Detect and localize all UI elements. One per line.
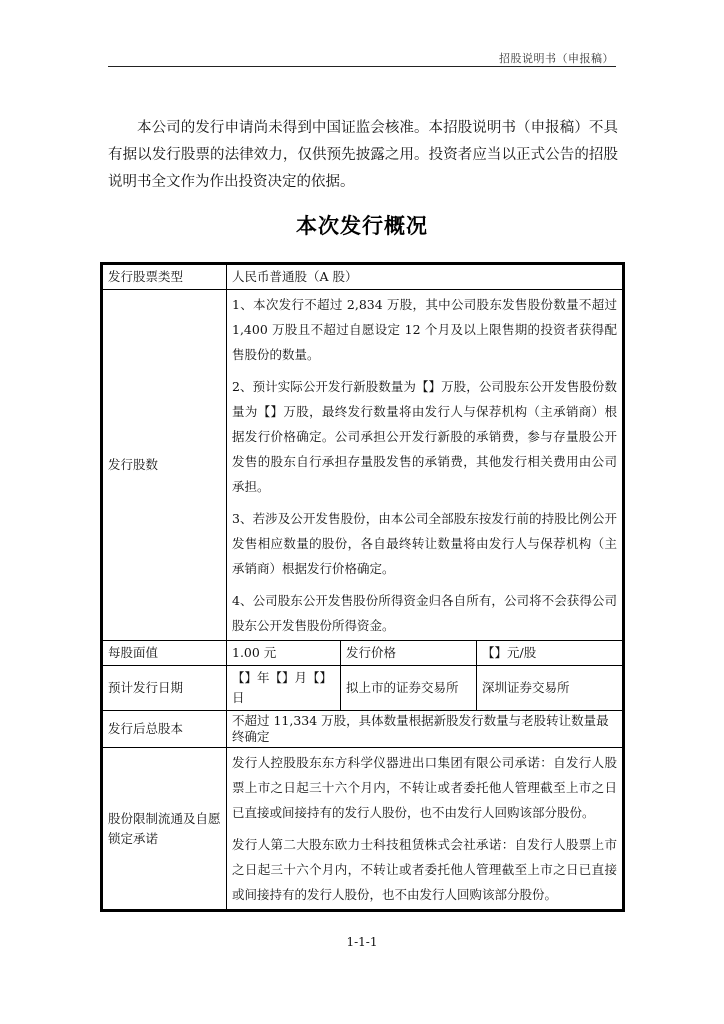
par-value-value: 1.00 元 [227, 641, 341, 666]
issue-date-label: 预计发行日期 [103, 666, 227, 711]
lockup-label: 股份限制流通及自愿锁定承诺 [103, 748, 227, 910]
table-row [103, 290, 623, 641]
page-title: 本次发行概况 [296, 214, 428, 238]
issue-price-value: 【】元/股 [477, 641, 623, 666]
lockup-paragraph: 发行人控股股东东方科学仪器进出口集团有限公司承诺：自发行人股票上市之日起三十六个月内，不转让或者委托他人管理截至上市之日已直接或间接持有的发行人股份，也不由发行人回购该部分股份。 [232, 755, 618, 820]
document-header-label: 招股说明书（申报稿） [499, 52, 614, 65]
total-capital-value: 不超过 11,334 万股，具体数量根据新股发行数量与老股转让数量最终确定 [227, 711, 623, 748]
table-row [103, 641, 623, 666]
shares-label: 发行股数 [103, 290, 227, 641]
shares-paragraph: 1、本次发行不超过 2,834 万股，其中公司股东发售股份数量不超过 1,400 万股且不超过自愿设定 12 个月及以上限售期的投资者获得配售股份的数量。 [232, 297, 618, 362]
shares-paragraph: 2、预计实际公开发行新股数量为【】万股，公司股东公开发售股份数量为【】万股，最终发行数量将由发行人与保荐机构（主承销商）根据发行价格确定。公司承担公开发行新股的承销费，参与存量股公开发售的股东自行承担存量股发售的承销费，其他发行相关费用由公司承担。 [232, 379, 618, 494]
exchange-value: 深圳证券交易所 [477, 666, 623, 711]
stock-type-label: 发行股票类型 [103, 265, 227, 290]
lockup-details [227, 748, 623, 910]
table-row [103, 711, 623, 748]
table-row [103, 265, 623, 290]
issue-date-value: 【】年【】月【】日 [227, 666, 341, 711]
stock-type-value: 人民币普通股（A 股） [227, 265, 623, 290]
total-capital-label: 发行后总股本 [103, 711, 227, 748]
shares-paragraph: 3、若涉及公开发售股份，由本公司全部股东按发行前的持股比例公开发售相应数量的股份，各自最终转让数量将由发行人与保荐机构（主承销商）根据发行价格确定。 [232, 511, 618, 576]
table-row [103, 666, 623, 711]
offering-overview-table [102, 264, 623, 910]
header-divider [108, 66, 616, 67]
par-value-label: 每股面值 [103, 641, 227, 666]
page-number: 1-1-1 [346, 935, 378, 949]
lockup-paragraph: 发行人第二大股东欧力士科技租赁株式会社承诺：自发行人股票上市之日起三十六个月内，不转让或者委托他人管理截至上市之日已直接或间接持有的发行人股份，也不由发行人回购该部分股份。 [232, 837, 618, 902]
shares-details [227, 290, 623, 641]
issue-price-label: 发行价格 [341, 641, 477, 666]
intro-disclaimer: 本公司的发行申请尚未得到中国证监会核准。本招股说明书（申报稿）不具有据以发行股票的法律效力，仅供预先披露之用。投资者应当以正式公告的招股说明书全文作为作出投资决定的依据。 [108, 120, 618, 190]
exchange-label: 拟上市的证券交易所 [341, 666, 477, 711]
shares-paragraph: 4、公司股东公开发售股份所得资金归各自所有，公司将不会获得公司股东公开发售股份所得资金。 [232, 593, 618, 633]
table-row [103, 748, 623, 910]
